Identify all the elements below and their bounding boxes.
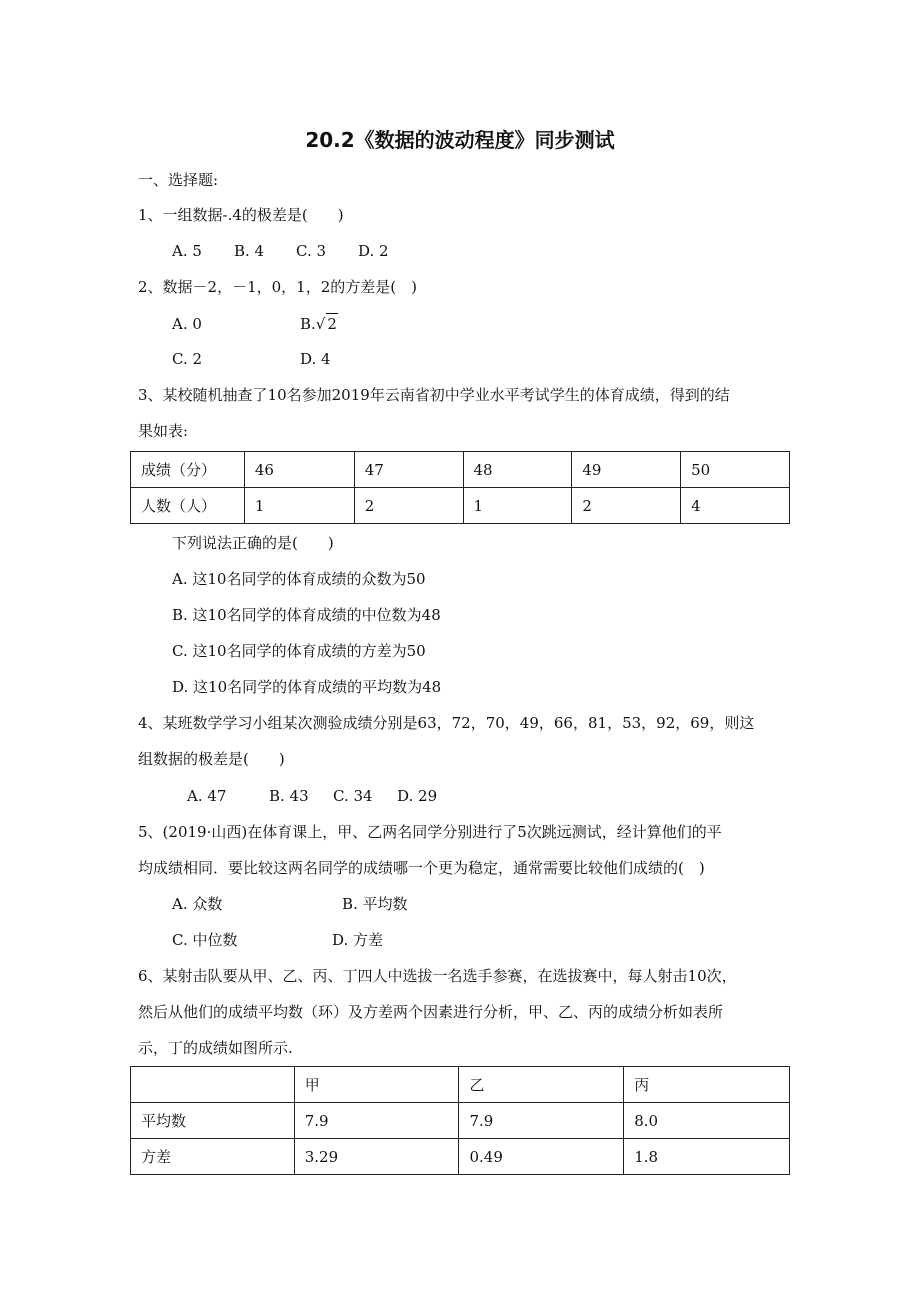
- q3-option-a: A. 这10名同学的体育成绩的众数为50: [172, 570, 426, 588]
- table-cell: 丙: [624, 1067, 790, 1103]
- q4-option-a: A. 47: [187, 787, 227, 805]
- q4-stem-line2: 组数据的极差是( ): [138, 750, 285, 768]
- table-row: [131, 452, 790, 488]
- q1-option-c: C. 3: [296, 242, 327, 260]
- section-heading: 一、选择题:: [138, 171, 219, 189]
- q2-option-d: D. 4: [300, 350, 331, 368]
- table-cell: 46: [244, 452, 354, 488]
- q5-stem-line2: 均成绩相同．要比较这两名同学的成绩哪一个更为稳定，通常需要比较他们成绩的( ): [138, 859, 705, 877]
- q4-option-d: D. 29: [397, 787, 438, 805]
- q6-stem-line2: 然后从他们的成绩平均数（环）及方差两个因素进行分析，甲、乙、丙的成绩分析如表所: [138, 1003, 724, 1021]
- q2-stem: 2、数据－2，－1，0，1，2的方差是( ): [138, 278, 417, 296]
- table-cell: 乙: [459, 1067, 624, 1103]
- q6-stem-line1: 6、某射击队要从甲、乙、丙、丁四人中选拔一名选手参赛，在选拔赛中，每人射击10次，: [138, 967, 737, 985]
- q2-options-row2: [172, 349, 331, 369]
- q2-option-b: B.√ 2: [300, 315, 337, 333]
- table-cell: 49: [572, 452, 681, 488]
- q3-option-b: B. 这10名同学的体育成绩的中位数为48: [172, 606, 441, 624]
- q6-analysis-table: [130, 1066, 790, 1175]
- q6-stem-line3: 示，丁的成绩如图所示.: [138, 1039, 293, 1057]
- table-cell: 2: [572, 488, 681, 524]
- table-cell: 50: [681, 452, 790, 488]
- q4-stem-line1: 4、某班数学学习小组某次测验成绩分别是63，72，70，49，66，81，53，92，69，则这: [138, 714, 755, 732]
- table-cell: 7.9: [459, 1103, 624, 1139]
- table-row: [131, 1103, 790, 1139]
- q5-option-d: D. 方差: [332, 931, 384, 949]
- q4-option-c: C. 34: [333, 787, 373, 805]
- page-title: 20.2《数据的波动程度》同步测试: [305, 128, 615, 152]
- q5-stem-line1: 5、(2019·山西)在体育课上，甲、乙两名同学分别进行了5次跳远测试，经计算他们的平: [138, 823, 722, 841]
- q3-option-d: D. 这10名同学的体育成绩的平均数为48: [172, 678, 442, 696]
- table-cell: 7.9: [294, 1103, 459, 1139]
- table-cell: 平均数: [131, 1103, 295, 1139]
- table-cell: 成绩（分）: [131, 452, 245, 488]
- sqrt-icon: √ 2: [315, 315, 337, 333]
- table-cell: 2: [354, 488, 463, 524]
- q3-stem-line1: 3、某校随机抽查了10名参加2019年云南省初中学业水平考试学生的体育成绩，得到的结: [138, 386, 730, 404]
- table-cell: 4: [681, 488, 790, 524]
- q4-option-b: B. 43: [269, 787, 309, 805]
- q1-option-b: B. 4: [234, 242, 265, 260]
- table-cell: 1: [463, 488, 572, 524]
- q4-options: [187, 786, 437, 806]
- table-cell: 方差: [131, 1139, 295, 1175]
- table-cell: 1.8: [624, 1139, 790, 1175]
- q5-option-b: B. 平均数: [342, 895, 408, 913]
- q1-option-a: A. 5: [172, 242, 202, 260]
- table-cell: [131, 1067, 295, 1103]
- q3-stem-line2: 果如表:: [138, 422, 189, 440]
- table-cell: 甲: [294, 1067, 459, 1103]
- q2-option-a: A. 0: [172, 315, 202, 333]
- q3-score-table: [130, 451, 790, 524]
- table-row: [131, 1139, 790, 1175]
- q5-options-row2: [172, 930, 383, 950]
- q1-options: [172, 241, 389, 261]
- table-cell: 人数（人）: [131, 488, 245, 524]
- table-cell: 8.0: [624, 1103, 790, 1139]
- q5-option-c: C. 中位数: [172, 931, 238, 949]
- q2-options-row1: [172, 313, 338, 334]
- q1-option-d: D. 2: [358, 242, 389, 260]
- q1-stem: 1、一组数据-.4的极差是( ): [138, 206, 344, 224]
- table-cell: 1: [244, 488, 354, 524]
- q2-option-c: C. 2: [172, 350, 203, 368]
- table-row: [131, 488, 790, 524]
- q3-option-c: C. 这10名同学的体育成绩的方差为50: [172, 642, 426, 660]
- table-cell: 3.29: [294, 1139, 459, 1175]
- q3-prompt: 下列说法正确的是( ): [172, 534, 334, 552]
- table-cell: 0.49: [459, 1139, 624, 1175]
- table-row: [131, 1067, 790, 1103]
- table-cell: 47: [354, 452, 463, 488]
- q5-option-a: A. 众数: [172, 895, 223, 913]
- q5-options-row1: [172, 894, 408, 914]
- table-cell: 48: [463, 452, 572, 488]
